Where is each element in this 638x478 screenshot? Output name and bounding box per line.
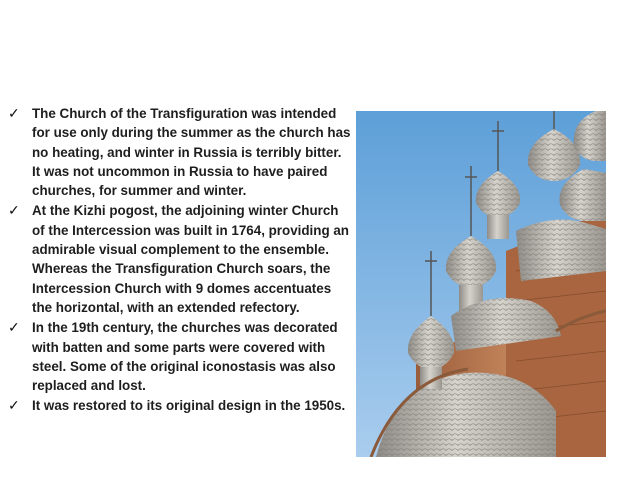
- checkmark-icon: ✓: [8, 202, 20, 219]
- bullet-item: [6, 318, 351, 395]
- bullet-text: At the Kizhi pogost, the adjoining winter Church of the Intercession was built in 1764, providing an admirable visual complement to the ensemble. Whereas the Transfiguration Church soars, the Intercession Church with 9 domes accentuates the horizontal, with an extended refectory.: [32, 203, 349, 315]
- bullet-text: In the 19th century, the churches was decorated with batten and some parts were covered with steel. Some of the original iconostasis was also replaced and lost.: [32, 320, 338, 394]
- bullet-item: [6, 104, 351, 200]
- checkmark-icon: ✓: [8, 397, 20, 414]
- wooden-church-illustration: [356, 111, 606, 457]
- checkmark-icon: ✓: [8, 319, 20, 336]
- bullet-text: It was restored to its original design in the 1950s.: [32, 398, 346, 414]
- church-photo: [356, 111, 606, 457]
- bullet-item: [6, 201, 351, 317]
- bullet-list: [6, 104, 351, 417]
- checkmark-icon: ✓: [8, 105, 20, 121]
- bullet-item: [6, 396, 351, 415]
- bullet-text: The Church of the Transfiguration was intended for use only during the summer as the church has no heating, and winter in Russia is terribly bitter. It was not uncommon in Russia to have paired churches, for summer and winter.: [32, 106, 351, 199]
